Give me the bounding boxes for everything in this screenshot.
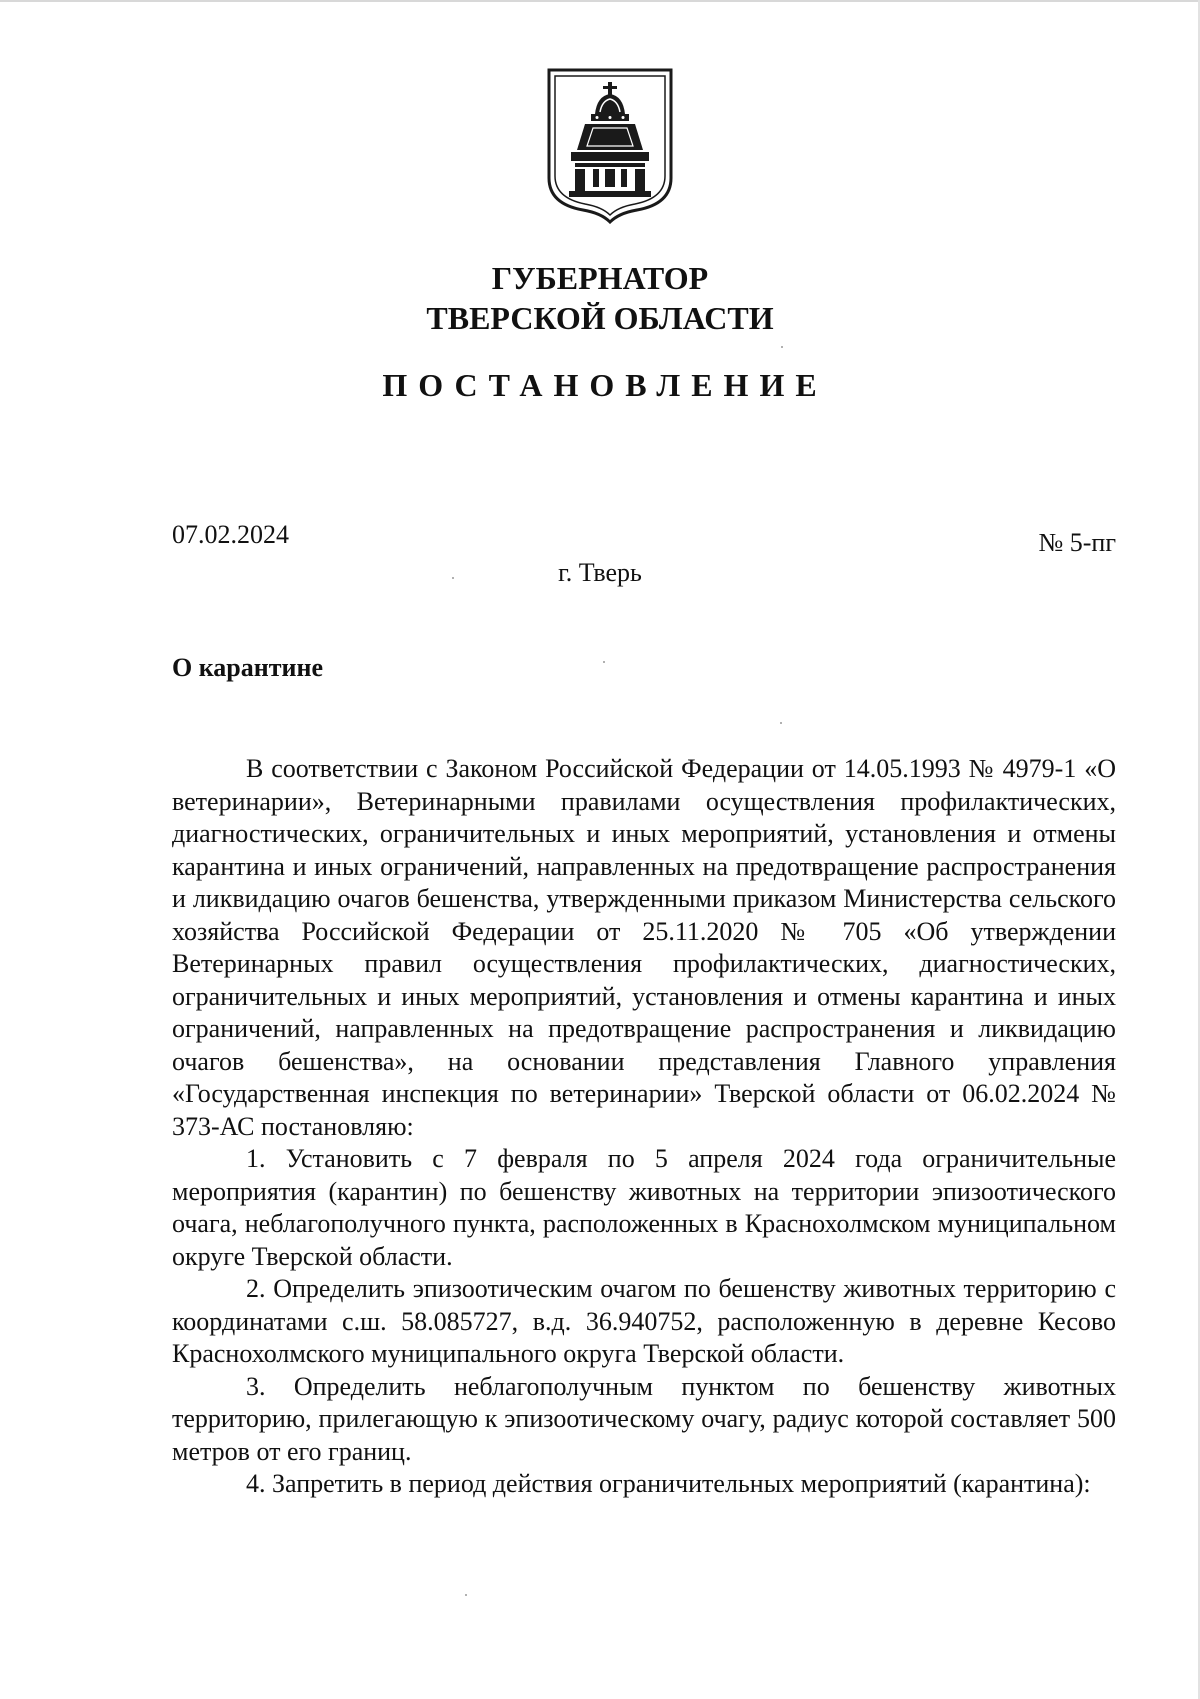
document-number: № 5-пг — [1038, 528, 1116, 557]
document-place: г. Тверь — [558, 558, 642, 587]
scan-speck — [465, 1594, 467, 1596]
document-date: 07.02.2024 — [172, 520, 289, 549]
document-subject: О карантине — [172, 653, 324, 682]
preamble-paragraph: В соответствии с Законом Российской Федерации от 14.05.1993 № 4979-1 «О ветеринарии», Ветеринарными правилами осуществления профилактических, диагностических, ограничительных и иных мероприятий, установления и отмены карантина и иных ограничений, направленных на предотвращение распространения и ликвидацию очагов бешенства, утвержденными приказом Министерства сельского хозяйства Российской Федерации от 25.11.2020 № 705 «Об утверждении Ветеринарных правил осуществления профилактических, диагностических, ограничительных и иных мероприятий, установления и отмены карантина и иных ограничений, направленных на предотвращение распространения и ликвидацию очагов бешенства», на основании представления Главного управления «Государственная инспекция по ветеринарии» Тверской области от 06.02.2024 № 373-АС постановляю: — [172, 754, 1116, 1141]
document-body — [172, 753, 1116, 1501]
scan-edge-top — [0, 0, 1200, 2]
clause-3: 3. Определить неблагополучным пунктом по бешенству животных территорию, прилегающую к эпизоотическому очагу, радиус которой составляет 500 метров от его границ. — [172, 1371, 1116, 1466]
clause-1: 1. Установить с 7 февраля по 5 апреля 2024 года ограничительные мероприятия (карантин) по бешенству животных на территории эпизоотического очага, неблагополучного пункта, расположенных в Краснохолмском муниципальном округе Тверской области. — [172, 1144, 1116, 1271]
clause-4: 4. Запретить в период действия ограничительных мероприятий (карантина): — [246, 1469, 1091, 1498]
scan-speck — [780, 722, 782, 724]
scan-speck — [781, 346, 783, 348]
clause-2: 2. Определить эпизоотическим очагом по бешенству животных территорию с координатами с.ш. 58.085727, в.д. 36.940752, расположенную в деревне Кесово Краснохолмского муниципального округа Тверской области. — [172, 1274, 1116, 1368]
scan-speck — [452, 577, 454, 579]
issuer-title-line1: ГУБЕРНАТОР — [491, 260, 709, 296]
issuer-header — [0, 258, 1200, 338]
scan-speck — [603, 661, 605, 663]
issuer-title-line2: ТВЕРСКОЙ ОБЛАСТИ — [426, 300, 774, 336]
document-type: ПОСТАНОВЛЕНИЕ — [382, 367, 828, 403]
tver-coat-of-arms-icon — [545, 66, 675, 224]
